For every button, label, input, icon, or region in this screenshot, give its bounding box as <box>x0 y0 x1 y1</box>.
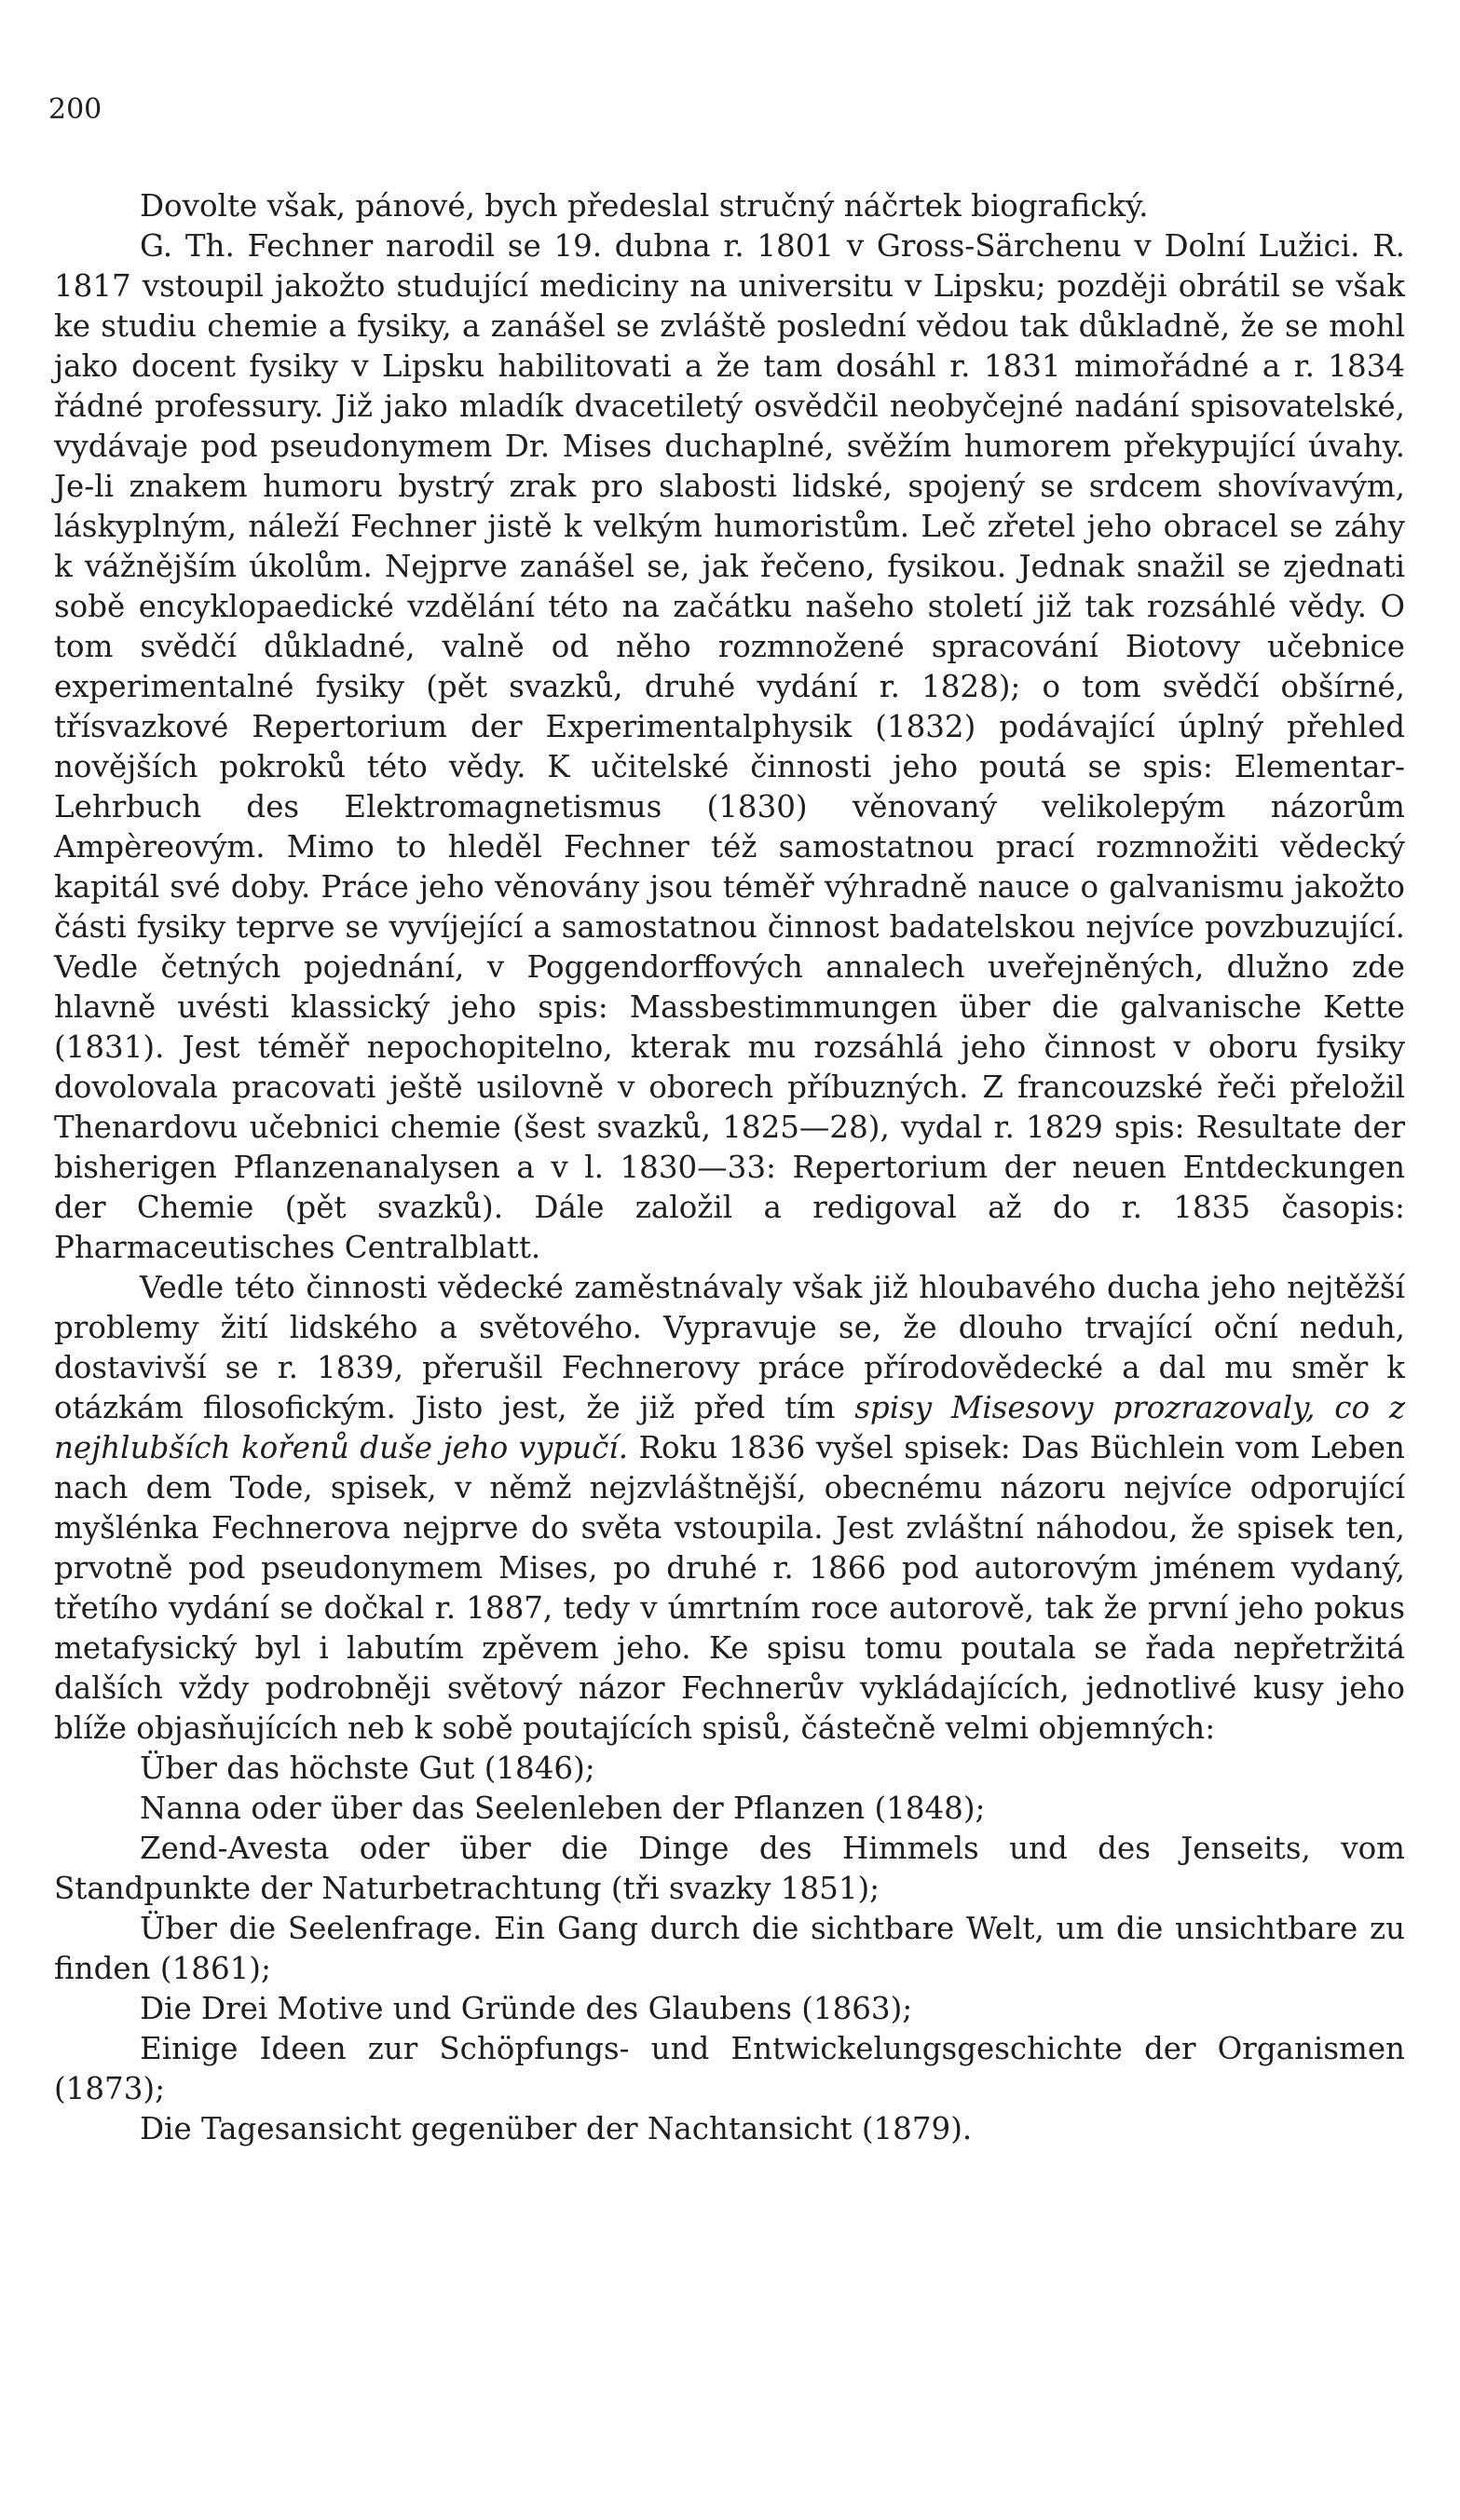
biography-paragraph: G. Th. Fechner narodil se 19. dubna r. 1801 v Gross-Särchenu v Dolní Lužici. R. 1817 vstoupil jakožto studující mediciny na universitu v Lipsku; později obrátil se však ke studiu chemie a fysiky, a zanášel se zvláště poslední vědou tak důkladně, že se mohl jako docent fysiky v Lipsku habilitovati a že tam dosáhl r. 1831 mimořádné a r. 1834 řádné professury. Již jako mladík dvacetiletý osvědčil neobyčejné nadání spisovatelské, vydávaje pod pseudonymem Dr. Mises duchaplné, svěžím humorem překypující úvahy. Je-li znakem humoru bystrý zrak pro slabosti lidské, spojený se srdcem shovívavým, láskyplným, náleží Fechner jistě k velkým humoristům. Leč zřetel jeho obracel se záhy k vážnějším úkolům. Nejprve zanášel se, jak řečeno, fysikou. Jednak snažil se zjednati sobě encyklopaedické vzdělání této na začátku našeho století již tak rozsáhlé vědy. O tom svědčí důkladné, valně od něho rozmnožené spracování Biotovy učebnice experimentalné fysiky (pět svazků, druhé vydání r. 1828); o tom svědčí obšírné, třísvazkové Repertorium der Experimentalphysik (1832) podávající úplný přehled novějších pokroků této vědy. K učitelské činnosti jeho poutá se spis: Elementar-Lehrbuch des Elektromagnetismus (1830) věnovaný velikolepým názorům Ampèreovým. Mimo to hleděl Fechner též samostatnou prací rozmnožiti vědecký kapitál své doby. Práce jeho věnovány jsou téměř výhradně nauce o galvanismu jakožto části fysiky teprve se vyvíjející a samostatnou činnost badatelskou nejvíce povzbuzující. Vedle četných pojednání, v Poggendorffových annalech uveřejněných, dlužno zde hlavně uvésti klassický jeho spis: Massbestimmungen über die galvanische Kette (1831). Jest téměř nepochopitelno, kterak mu rozsáhlá jeho činnost v oboru fysiky dovolovala pracovati ještě usilovně v oborech příbuzných. Z francouzské řeči přeložil Thenardovu učebnici chemie (šest svazků, 1825—28), vydal r. 1829 spis: Resultate der bisherigen Pflanzenanalysen a v l. 1830—33: Repertorium der neuen Entdeckungen der Chemie (pět svazků). Dále založil a redigoval až do r. 1835 časopis: Pharmaceutisches Centralblatt. <box>54 228 1405 1265</box>
philosophy-paragraph <box>54 1268 1405 1749</box>
work-item: Über die Seelenfrage. Ein Gang durch die sichtbare Welt, um die unsichtbare zu finden (1861); <box>54 1911 1405 1986</box>
work-item: Die Tagesansicht gegenüber der Nachtansicht (1879). <box>140 2111 973 2146</box>
works-list <box>54 1749 1405 2149</box>
page-text <box>54 186 1405 2149</box>
philosophy-emphasis: spisy Misesovy prozrazovaly, co z nejhlubších kořenů duše jeho vypučí. <box>54 1390 1405 1465</box>
intro-paragraph: Dovolte však, pánové, bych předeslal stručný náčrtek biografický. <box>140 188 1149 224</box>
work-item: Über das höchste Gut (1846); <box>140 1750 595 1786</box>
work-item: Die Drei Motive und Gründe des Glaubens (1863); <box>140 1991 913 2026</box>
work-item: Zend-Avesta oder über die Dinge des Himmels und des Jenseits, vom Standpunkte der Naturbetrachtung (tři svazky 1851); <box>54 1831 1405 1906</box>
work-item: Nanna oder über das Seelenleben der Pflanzen (1848); <box>140 1791 986 1826</box>
work-item: Einige Ideen zur Schöpfungs- und Entwickelungsgeschichte der Organismen (1873); <box>54 2031 1405 2106</box>
page-number: 200 <box>48 93 102 126</box>
philosophy-text-end: Roku 1836 vyšel spisek: Das Büchlein vom Leben nach dem Tode, spisek, v němž nejzvláštnější, obecnému názoru nejvíce odporující myšlénka Fechnerova nejprve do světa vstoupila. Jest zvláštní náhodou, že spisek ten, prvotně pod pseudonymem Mises, po druhé r. 1866 pod autorovým jménem vydaný, třetího vydání se dočkal r. 1887, tedy v úmrtním roce autorově, tak že první jeho pokus metafysický byl i labutím zpěvem jeho. Ke spisu tomu poutala se řada nepřetržitá dalších vždy podrobněji světový názor Fechnerův vykládajících, jednotlivé kusy jeho blíže objasňujících neb k sobě poutajících spisů, částečně velmi objemných: <box>54 1430 1405 1746</box>
philosophy-text-start: Vedle této činnosti vědecké zaměstnávaly však již hloubavého ducha jeho nejtěžší problemy žití lidského a světového. Vypravuje se, že dlouho trvající oční neduh, dostavivší se r. 1839, přerušil Fechnerovy práce přírodovědecké a dal mu směr k otázkám filosofickým. Jisto jest, že již před tím <box>54 1270 1405 1425</box>
